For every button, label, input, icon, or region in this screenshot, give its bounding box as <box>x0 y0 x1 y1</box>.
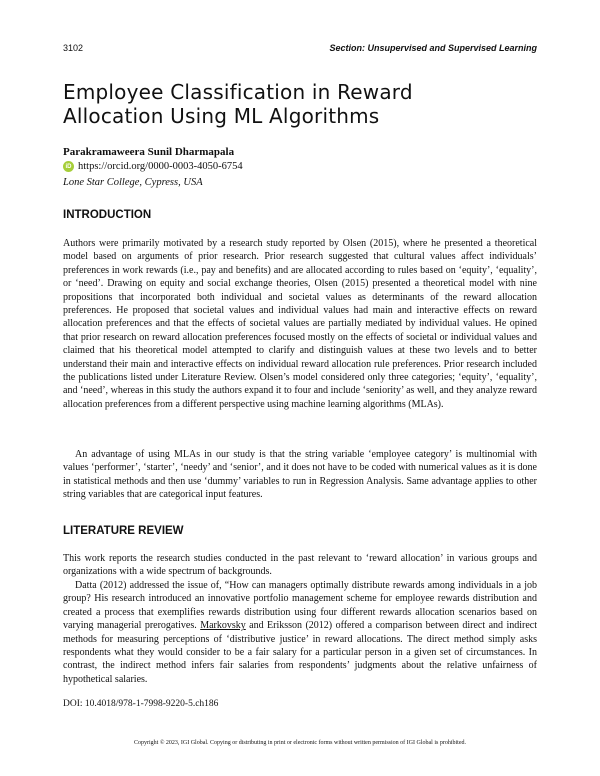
literature-paragraph-2-text-b: and Eriksson (2012) offered a comparison between direct and indirect methods for measuring perceptions of ‘distributive justice’ in reward allocations. The direct method simply asks respondents what they would consider to be a fair salary for a particular person in a given set of circumstances. In contrast, the indirect method infers fair salaries from respondents’ judgments about the relative unfairness of hypothetical salaries. <box>63 620 537 685</box>
introduction-heading: INTRODUCTION <box>63 209 152 221</box>
running-header <box>63 43 537 57</box>
introduction-paragraph-2: An advantage of using MLAs in our study is that the string variable ‘employee category’ is multinomial with values ‘performer’, ‘starter’, ‘needy’ and ‘senior’, and it does not have to be coded with numerical values as it is done in statistical methods and then use ‘dummy’ variables to run in Regression Analysis. Same advantage applies to other string variables that are categorical input features. <box>63 449 537 501</box>
literature-paragraph-2 <box>63 579 537 686</box>
literature-review-heading: LITERATURE REVIEW <box>63 525 184 537</box>
doi: DOI: 10.4018/978-1-7998-9220-5.ch186 <box>63 699 219 709</box>
markovsky-reference-link[interactable]: Markovsky <box>200 620 246 632</box>
author-name: Parakramaweera Sunil Dharmapala <box>63 146 235 158</box>
orcid-icon: iD <box>63 161 74 172</box>
literature-paragraph-1: This work reports the research studies conducted in the past relevant to ‘reward allocation’ in various groups and organizations with a wide spectrum of backgrounds. <box>63 553 537 578</box>
orcid-line <box>63 161 243 172</box>
article-title: Employee Classification in Reward Allocation Using ML Algorithms <box>63 80 413 128</box>
page-number: 3102 <box>63 43 84 53</box>
section-label: Section: Unsupervised and Supervised Learning <box>329 43 537 53</box>
author-affiliation: Lone Star College, Cypress, USA <box>63 177 203 188</box>
orcid-link[interactable]: https://orcid.org/0000-0003-4050-6754 <box>78 161 243 172</box>
introduction-paragraph-1: Authors were primarily motivated by a research study reported by Olsen (2015), where he presented a theoretical model based on arguments of prior research. Prior research suggested that cultural values affect individuals’ preferences in work rewards (i.e., pay and benefits) and are allocated according to rules based on ‘equity’, ‘equality’, or ‘need’. Drawing on equity and social exchange theories, Olsen (2015) presented a theoretical model with nine propositions that incorporated both individual and societal values as determinants of the reward allocation preferences. He proposed that societal values and individual values had main and interactive effects on reward allocation preferences and that the effects of societal values are partially mediated by individual values. He opined that prior research on reward allocation preferences focused mostly on the effects of societal or individual values and claimed that his theoretical model attempted to clarify and distinguish values at these two levels and to better understand their main and interactive effects on individual reward allocation rule preferences. Prior research included the publications listed under Literature Review. Olsen’s model considered only three categories; ‘equity’, ‘equality’, and ‘need’, whereas in this study the authors expand it to four and include ‘seniority’ as well, and they analyze reward allocation preferences from a different perspective using machine learning algorithms (MLAs). <box>63 238 537 410</box>
copyright-notice: Copyright © 2023, IGI Global. Copying or distributing in print or electronic forms without written permission of IGI Global is prohibited. <box>133 740 466 746</box>
literature-paragraph-2-text-a: Datta (2012) addressed the issue of, “How can managers optimally distribute rewards among individuals in a job group? His research introduced an innovative portfolio management scheme for employee rewards distribution and created a process that exemplifies rewards distribution using four different rewards allocation scenarios based on varying managerial prerogatives. <box>63 580 537 632</box>
